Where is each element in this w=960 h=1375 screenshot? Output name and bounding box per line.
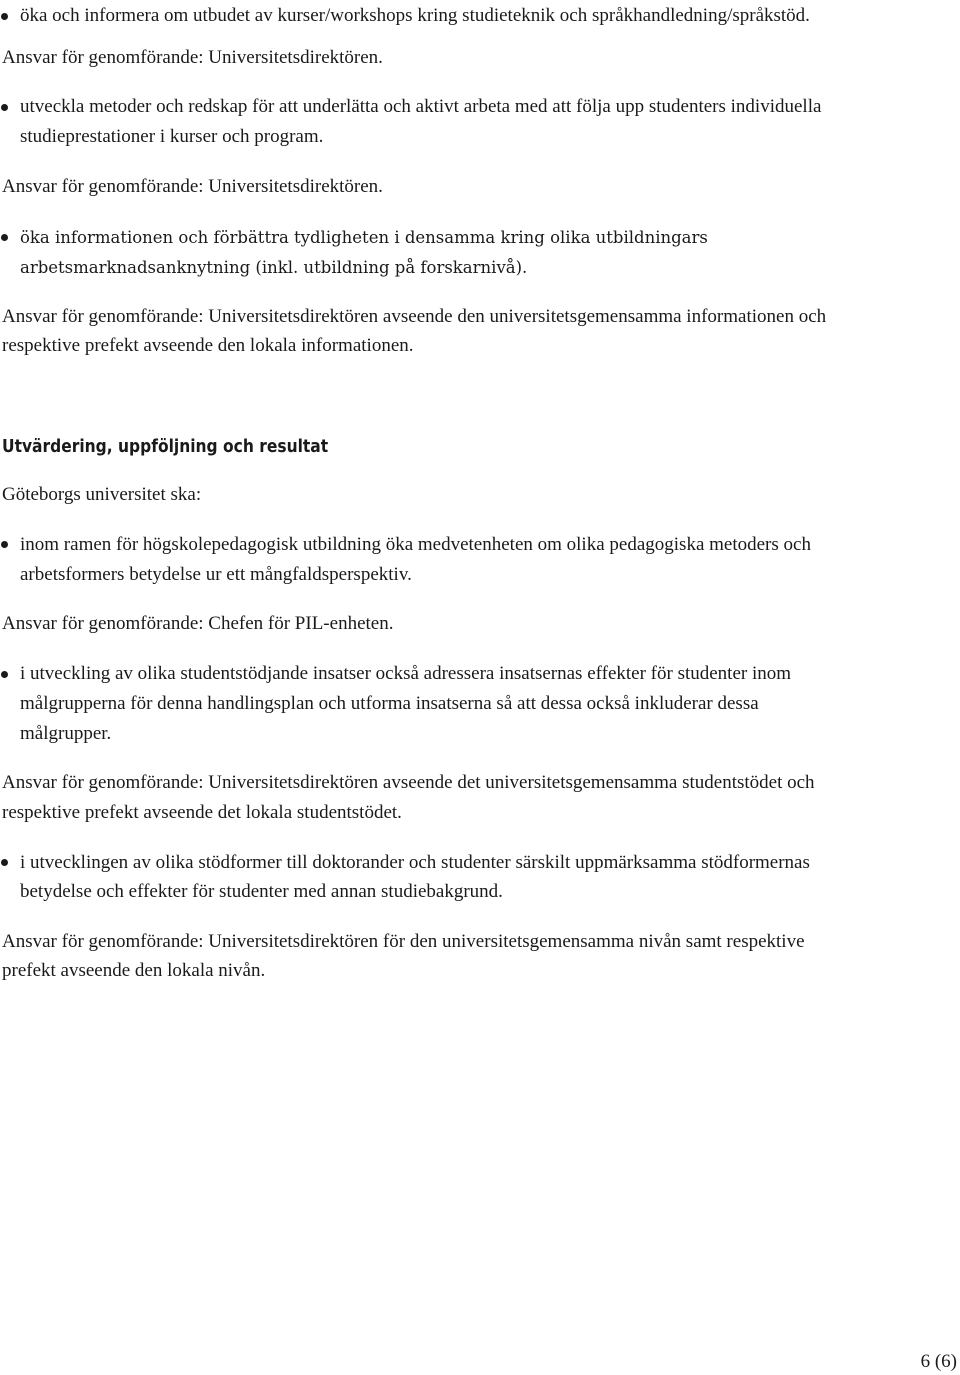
bullet-text-line: målgrupperna för denna handlingsplan och utforma insatserna så att dessa också inkluderar dessa bbox=[20, 693, 759, 714]
section-heading: Utvärdering, uppföljning och resultat bbox=[2, 436, 329, 457]
bullet-icon bbox=[1, 671, 8, 678]
responsibility-text-line: respektive prefekt avseende det lokala studentstödet. bbox=[2, 802, 402, 823]
bullet-text-line: öka och informera om utbudet av kurser/workshops kring studieteknik och språkhandledning/språkstöd. bbox=[20, 5, 810, 26]
bullet-text-line: i utvecklingen av olika stödformer till doktorander och studenter särskilt uppmärksamma stödformernas bbox=[20, 852, 810, 873]
responsibility-text-line: Ansvar för genomförande: Universitetsdirektören för den universitetsgemensamma nivån samt respektive bbox=[2, 931, 805, 952]
bullet-icon bbox=[1, 13, 8, 20]
responsibility-text-line: Ansvar för genomförande: Universitetsdirektören avseende det universitetsgemensamma studentstödet och bbox=[2, 772, 815, 793]
bullet-icon bbox=[1, 234, 8, 241]
bullet-text-line: arbetsmarknadsanknytning (inkl. utbildning på forskarnivå). bbox=[20, 258, 528, 277]
responsibility-text-line: prefekt avseende den lokala nivån. bbox=[2, 960, 266, 981]
responsibility-text-line: Ansvar för genomförande: Chefen för PIL-enheten. bbox=[2, 613, 394, 634]
page-number: 6 (6) bbox=[920, 1351, 957, 1372]
bullet-icon bbox=[1, 859, 8, 866]
bullet-text-line: utveckla metoder och redskap för att underlätta och aktivt arbeta med att följa upp studenters individuella bbox=[20, 96, 822, 117]
bullet-text-line: målgrupper. bbox=[20, 723, 112, 744]
bullet-text-line: i utveckling av olika studentstödjande insatser också adressera insatsernas effekter för studenter inom bbox=[20, 663, 792, 684]
bullet-text-line: öka informationen och förbättra tydligheten i densamma kring olika utbildningars bbox=[20, 228, 708, 247]
bullet-text-line: inom ramen för högskolepedagogisk utbildning öka medvetenheten om olika pedagogiska metoders och bbox=[20, 534, 811, 555]
bullet-icon bbox=[1, 104, 8, 111]
bullet-text-line: arbetsformers betydelse ur ett mångfaldsperspektiv. bbox=[20, 564, 412, 585]
bullet-icon bbox=[1, 541, 8, 548]
bullet-text-line: studieprestationer i kurser och program. bbox=[20, 126, 324, 147]
bullet-text-line: betydelse och effekter för studenter med annan studiebakgrund. bbox=[20, 881, 503, 902]
responsibility-text-line: Ansvar för genomförande: Universitetsdirektören. bbox=[2, 176, 383, 197]
section-intro: Göteborgs universitet ska: bbox=[2, 484, 202, 505]
responsibility-text-line: Ansvar för genomförande: Universitetsdirektören. bbox=[2, 47, 383, 68]
responsibility-text-line: Ansvar för genomförande: Universitetsdirektören avseende den universitetsgemensamma informationen och bbox=[2, 306, 827, 327]
responsibility-text-line: respektive prefekt avseende den lokala informationen. bbox=[2, 335, 414, 356]
